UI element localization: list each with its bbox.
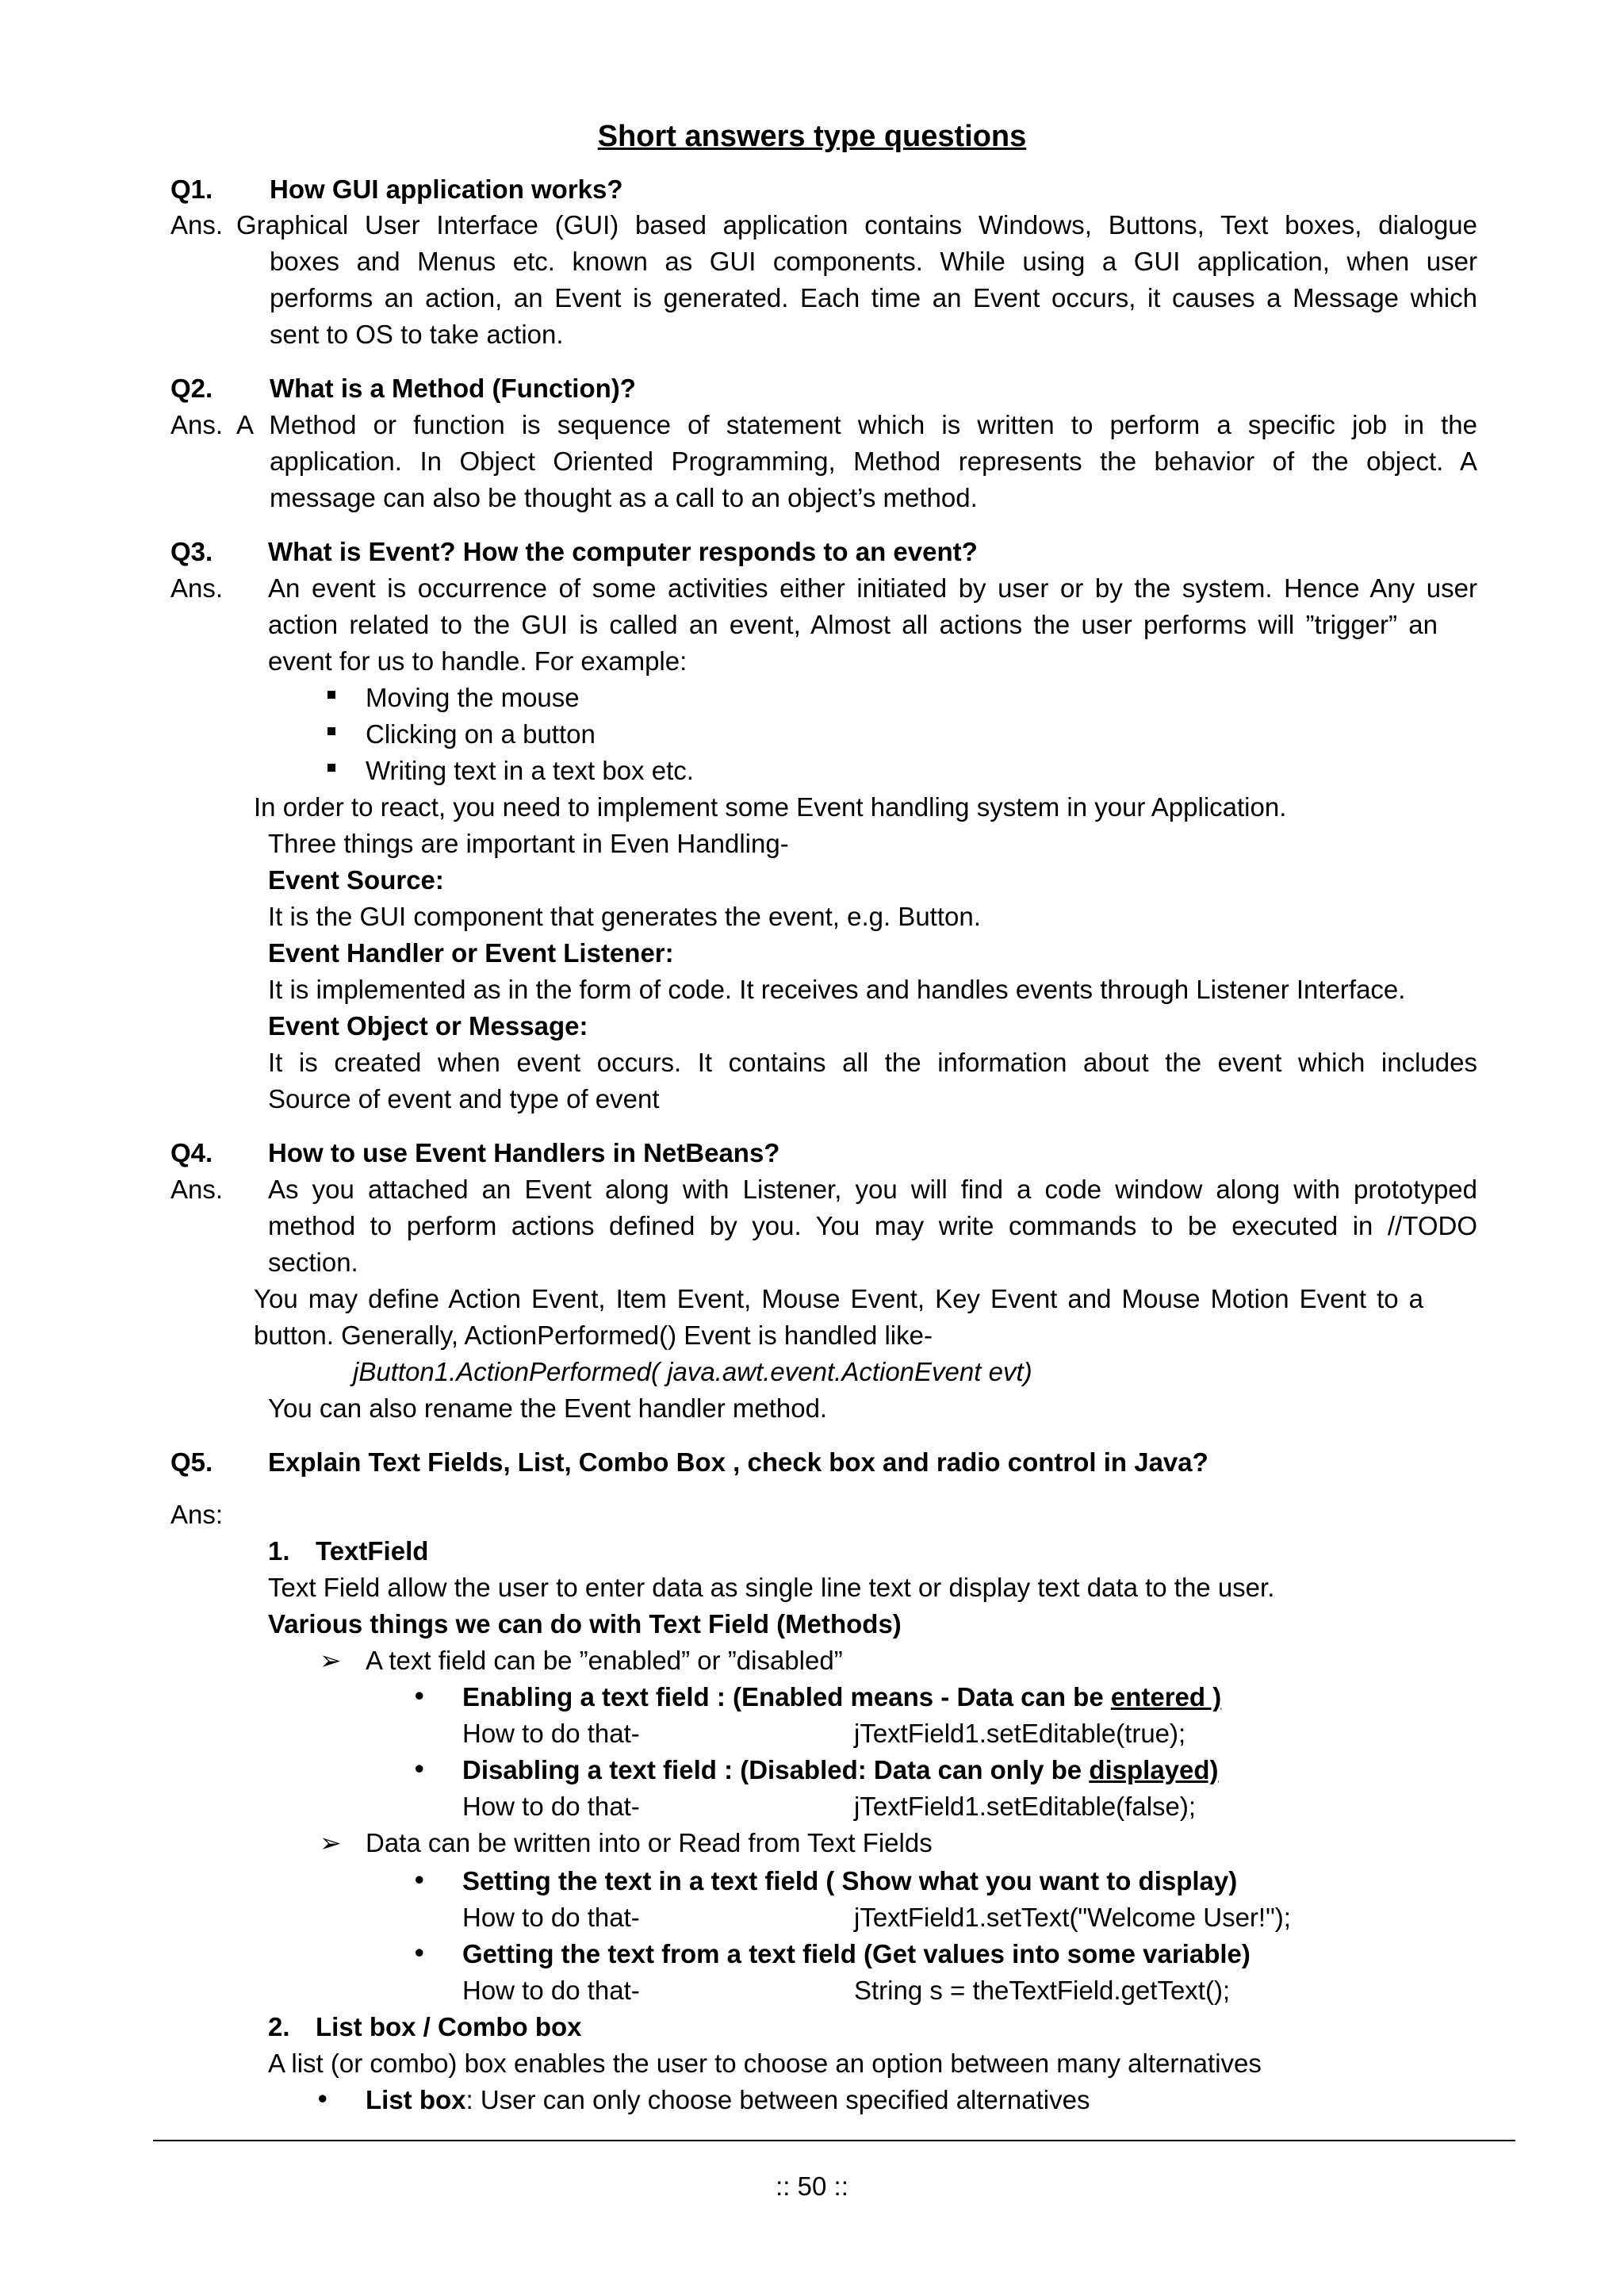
q3-bullet-item: Writing text in a text box etc. [366,756,694,785]
enable-code: jTextField1.setEditable(true); [854,1719,1186,1748]
textfield-heading: TextField [316,1536,429,1566]
event-object-text: Source of event and type of event [268,1084,660,1114]
bullet-icon: • [318,2083,327,2113]
enabling-heading-underlined: entered ) [1110,1682,1222,1711]
q4-ans-label: Ans. [170,1175,224,1204]
q5-question: Explain Text Fields, List, Combo Box , check box and radio control in Java? [268,1447,1208,1477]
q4-rename-text: You can also rename the Event handler method. [268,1393,828,1423]
event-handler-text: It is implemented as in the form of code. It receives and handles events through Listener Interface. [268,975,1406,1004]
q2-ans-label: Ans. [170,410,224,439]
q1-answer-line: Graphical User Interface (GUI) based application contains Windows, Buttons, Text boxes, dialogue [236,210,1477,240]
setting-text-heading: Setting the text in a text field ( Show what you want to display) [462,1866,1238,1895]
how-to-label: How to do that- [462,1719,640,1748]
arrow-bullet-icon: ➢ [320,1828,342,1857]
q4-question: How to use Event Handlers in NetBeans? [268,1138,780,1167]
bullet-icon [327,764,335,772]
q4-number: Q4. [170,1138,213,1167]
page-title: Short answers type questions [597,120,1027,153]
q4-code-sample: jButton1.ActionPerformed( java.awt.event.ActionEvent evt) [353,1357,1032,1386]
listbox-heading: List box / Combo box [316,2012,582,2041]
q5-ans-label: Ans: [170,1500,224,1529]
event-object-heading: Event Object or Message: [268,1011,588,1041]
q2-answer-line: message can also be thought as a call to an object’s method. [270,483,978,512]
disabling-heading [462,1754,1219,1786]
q3-number: Q3. [170,537,213,566]
q4-answer-line: method to perform actions defined by you. You may write commands to be executed in //TODO [268,1211,1477,1240]
q3-react-text: In order to react, you need to implement some Event handling system in your Application. [254,792,1287,822]
q3-bullet-item: Clicking on a button [366,719,596,749]
listbox-number: 2. [268,2012,290,2041]
how-to-label: How to do that- [462,1903,640,1932]
how-to-label: How to do that- [462,1976,640,2005]
arrow-bullet-icon: ➢ [320,1646,342,1675]
textfield-description: Text Field allow the user to enter data as single line text or display text data to the user. [268,1573,1275,1602]
getting-text-heading: Getting the text from a text field (Get values into some variable) [462,1939,1251,1968]
page-number: :: 50 :: [776,2171,848,2201]
q4-define-line: button. Generally, ActionPerformed() Event is handled like- [254,1320,933,1350]
q2-answer-line: A Method or function is sequence of statement which is written to perform a specific job in the [236,410,1477,439]
q1-answer-line: boxes and Menus etc. known as GUI components. While using a GUI application, when user [270,247,1477,276]
bullet-icon: • [415,1754,424,1783]
bullet-icon: • [415,1865,424,1894]
event-source-heading: Event Source: [268,865,444,895]
disabling-heading-text: Disabling a text field : (Disabled: Data can only be [462,1755,1090,1784]
bullet-icon [327,727,335,735]
listbox-bullet-heading: List box [366,2085,466,2114]
textfield-read-write-item: Data can be written into or Read from Text Fields [366,1828,933,1857]
q3-ans-label: Ans. [170,573,224,603]
listbox-description: A list (or combo) box enables the user to choose an option between many alternatives [268,2049,1262,2078]
listbox-bullet [366,2084,1090,2116]
bullet-icon: • [415,1681,424,1710]
q2-question: What is a Method (Function)? [270,374,636,403]
disabling-heading-underlined: displayed) [1089,1755,1219,1784]
enabling-heading-text: Enabling a text field : (Enabled means - Data can be [462,1682,1111,1711]
get-text-code: String s = theTextField.getText(); [854,1976,1231,2005]
bullet-icon [327,691,335,699]
how-to-label: How to do that- [462,1792,640,1821]
q3-answer-line: action related to the GUI is called an event, Almost all actions the user performs will ”trigger” an [268,610,1438,639]
q4-define-line: You may define Action Event, Item Event, Mouse Event, Key Event and Mouse Motion Event to a [254,1284,1423,1313]
q4-answer-line: As you attached an Event along with Listener, you will find a code window along with prototyped [268,1175,1477,1204]
q3-three-things: Three things are important in Even Handling- [268,829,789,858]
event-handler-heading: Event Handler or Event Listener: [268,938,674,968]
q1-answer-line: sent to OS to take action. [270,320,564,349]
enabling-heading [462,1681,1221,1713]
q3-question: What is Event? How the computer responds to an event? [268,537,978,566]
textfield-number: 1. [268,1536,290,1566]
q3-answer-line: An event is occurrence of some activities either initiated by user or by the system. Hence Any user [268,573,1477,603]
q5-number: Q5. [170,1447,213,1477]
q1-answer-line: performs an action, an Event is generated. Each time an Event occurs, it causes a Message which [270,283,1477,312]
q1-ans-label: Ans. [170,210,224,240]
bullet-icon: • [415,1938,424,1967]
q3-bullet-item: Moving the mouse [366,683,580,712]
q2-answer-line: application. In Object Oriented Programming, Method represents the behavior of the object. A [270,447,1477,476]
set-text-code: jTextField1.setText("Welcome User!"); [854,1903,1291,1932]
q3-answer-line: event for us to handle. For example: [268,646,688,676]
q1-number: Q1. [170,174,213,204]
disable-code: jTextField1.setEditable(false); [854,1792,1197,1821]
q1-question: How GUI application works? [270,174,623,204]
footer-divider [153,2140,1515,2141]
textfield-enable-disable-item: A text field can be ”enabled” or ”disabled” [366,1646,843,1675]
q2-number: Q2. [170,374,213,403]
textfield-methods-heading: Various things we can do with Text Field (Methods) [268,1609,902,1639]
listbox-bullet-text: : User can only choose between specified alternatives [465,2085,1090,2114]
q4-answer-line: section. [268,1248,358,1277]
event-object-text: It is created when event occurs. It contains all the information about the event which includes [268,1048,1477,1077]
event-source-text: It is the GUI component that generates the event, e.g. Button. [268,902,981,931]
